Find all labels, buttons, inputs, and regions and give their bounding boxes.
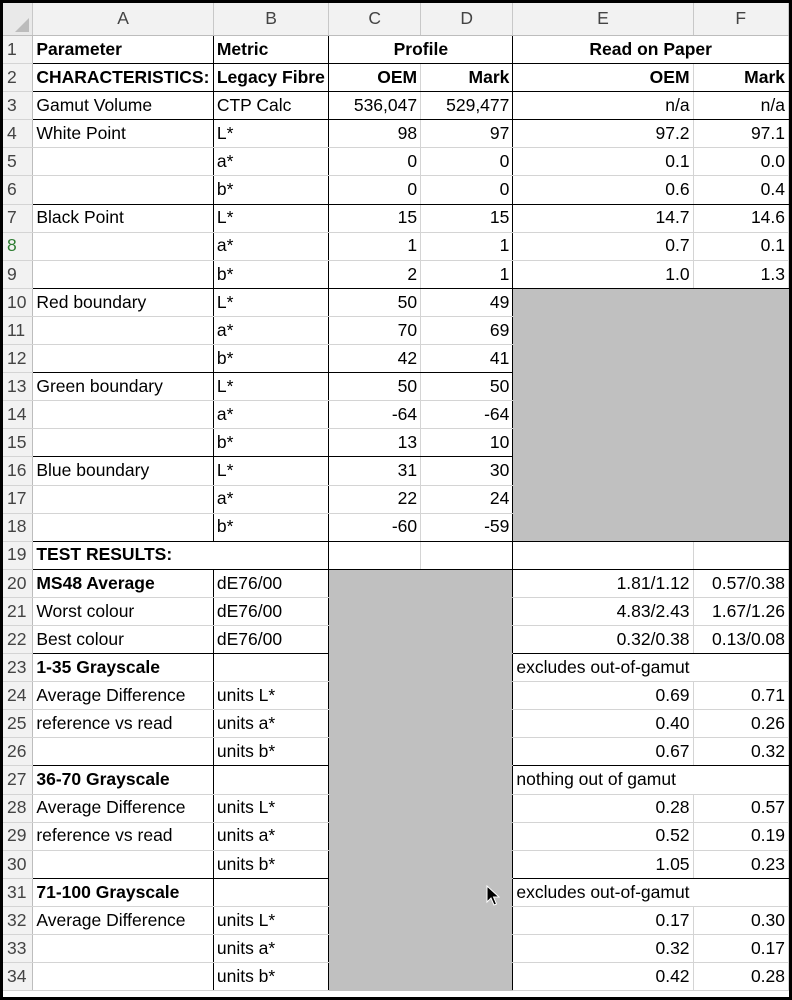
- cell-c14[interactable]: -64: [329, 401, 421, 429]
- sheet-row: [3, 232, 789, 260]
- cell-d34[interactable]: [421, 963, 513, 991]
- row-header[interactable]: 24: [3, 682, 33, 710]
- cell-b34[interactable]: units b*: [213, 963, 328, 991]
- cell-e31[interactable]: excludes out-of-gamut: [513, 878, 693, 906]
- cell-a2[interactable]: CHARACTERISTICS:: [33, 64, 214, 92]
- cell-a16[interactable]: Blue boundary: [33, 457, 214, 485]
- cell-a27[interactable]: 36-70 Grayscale: [33, 766, 214, 794]
- sheet-row: [3, 120, 789, 148]
- cell-e28[interactable]: 0.28: [513, 794, 693, 822]
- cell-e6[interactable]: 0.6: [513, 176, 693, 204]
- cell-d32[interactable]: [421, 906, 513, 934]
- cell-a19[interactable]: TEST RESULTS:: [33, 541, 214, 569]
- cell-c21[interactable]: [329, 597, 421, 625]
- cell-f13[interactable]: [693, 373, 788, 401]
- row-header[interactable]: 4: [3, 120, 33, 148]
- cell-f7[interactable]: 14.6: [693, 204, 788, 232]
- cell-b30[interactable]: units b*: [213, 850, 328, 878]
- cell-c5[interactable]: 0: [329, 148, 421, 176]
- cell-c4[interactable]: 98: [329, 120, 421, 148]
- cell-c25[interactable]: [329, 710, 421, 738]
- cell-c15[interactable]: 13: [329, 429, 421, 457]
- row-header[interactable]: 17: [3, 485, 33, 513]
- cell-e1-read-on-paper[interactable]: Read on Paper: [513, 36, 789, 64]
- cell-a25[interactable]: reference vs read: [33, 710, 214, 738]
- cell-e4[interactable]: 97.2: [513, 120, 693, 148]
- cell-b2[interactable]: Legacy Fibre: [213, 64, 328, 92]
- row-header[interactable]: 16: [3, 457, 33, 485]
- row-header[interactable]: 13: [3, 373, 33, 401]
- cell-c17[interactable]: 22: [329, 485, 421, 513]
- cell-d6[interactable]: 0: [421, 176, 513, 204]
- cell-d29[interactable]: [421, 822, 513, 850]
- sheet-row: [3, 569, 789, 597]
- cell-d24[interactable]: [421, 682, 513, 710]
- cell-f2[interactable]: Mark: [693, 64, 788, 92]
- cell-a1[interactable]: Parameter: [33, 36, 214, 64]
- cell-b29[interactable]: units a*: [213, 822, 328, 850]
- cell-b11[interactable]: a*: [213, 316, 328, 344]
- cell-a28[interactable]: Average Difference: [33, 794, 214, 822]
- cell-e29[interactable]: 0.52: [513, 822, 693, 850]
- cell-f22[interactable]: 0.13/0.08: [693, 625, 788, 653]
- sheet-row: [3, 541, 789, 569]
- cell-c18[interactable]: -60: [329, 513, 421, 541]
- cell-d27[interactable]: [421, 766, 513, 794]
- cell-a12[interactable]: [33, 345, 214, 373]
- column-header-f[interactable]: F: [693, 3, 788, 36]
- sheet-row: [3, 457, 789, 485]
- sheet-row: [3, 513, 789, 541]
- cell-d14[interactable]: -64: [421, 401, 513, 429]
- cell-b13[interactable]: L*: [213, 373, 328, 401]
- cell-f21[interactable]: 1.67/1.26: [693, 597, 788, 625]
- cell-d12[interactable]: 41: [421, 345, 513, 373]
- cell-f15[interactable]: [693, 429, 788, 457]
- sheet-row: [3, 401, 789, 429]
- row-header[interactable]: 1: [3, 36, 33, 64]
- cell-a32[interactable]: Average Difference: [33, 906, 214, 934]
- cell-c32[interactable]: [329, 906, 421, 934]
- cell-d7[interactable]: 15: [421, 204, 513, 232]
- sheet-row: [3, 766, 789, 794]
- row-header[interactable]: 19: [3, 541, 33, 569]
- cell-c8[interactable]: 1: [329, 232, 421, 260]
- cell-d31[interactable]: [421, 878, 513, 906]
- cell-a29[interactable]: reference vs read: [33, 822, 214, 850]
- row-header[interactable]: 22: [3, 625, 33, 653]
- cell-f25[interactable]: 0.26: [693, 710, 788, 738]
- cell-f18[interactable]: [693, 513, 788, 541]
- cell-b28[interactable]: units L*: [213, 794, 328, 822]
- cell-e21[interactable]: 4.83/2.43: [513, 597, 693, 625]
- cell-d22[interactable]: [421, 625, 513, 653]
- cell-e18[interactable]: [513, 513, 693, 541]
- sheet-row: [3, 429, 789, 457]
- cell-d18[interactable]: -59: [421, 513, 513, 541]
- cell-c10[interactable]: 50: [329, 288, 421, 316]
- cell-b15[interactable]: b*: [213, 429, 328, 457]
- cell-a13[interactable]: Green boundary: [33, 373, 214, 401]
- cell-f19[interactable]: [693, 541, 788, 569]
- cell-b23[interactable]: [213, 654, 328, 682]
- cell-a20[interactable]: MS48 Average: [33, 569, 214, 597]
- cell-e34[interactable]: 0.42: [513, 963, 693, 991]
- cell-c24[interactable]: [329, 682, 421, 710]
- cell-b20[interactable]: dE76/00: [213, 569, 328, 597]
- sheet-row: [3, 92, 789, 120]
- cell-e8[interactable]: 0.7: [513, 232, 693, 260]
- cell-b21[interactable]: dE76/00: [213, 597, 328, 625]
- cell-d33[interactable]: [421, 935, 513, 963]
- row-header[interactable]: 6: [3, 176, 33, 204]
- cell-e7[interactable]: 14.7: [513, 204, 693, 232]
- cell-a3[interactable]: Gamut Volume: [33, 92, 214, 120]
- cell-e30[interactable]: 1.05: [513, 850, 693, 878]
- sheet-row: [3, 36, 789, 64]
- spreadsheet-grid[interactable]: [3, 3, 789, 991]
- row-header-selected[interactable]: 8: [3, 232, 33, 260]
- cell-c2[interactable]: OEM: [329, 64, 421, 92]
- cell-e14[interactable]: [513, 401, 693, 429]
- sheet-row: [3, 822, 789, 850]
- cell-d25[interactable]: [421, 710, 513, 738]
- cell-a31[interactable]: 71-100 Grayscale: [33, 878, 214, 906]
- cell-f26[interactable]: 0.32: [693, 738, 788, 766]
- row-header[interactable]: 5: [3, 148, 33, 176]
- sheet-row: [3, 963, 789, 991]
- cell-e26[interactable]: 0.67: [513, 738, 693, 766]
- cell-e9[interactable]: 1.0: [513, 260, 693, 288]
- cell-a34[interactable]: [33, 963, 214, 991]
- cell-b4[interactable]: L*: [213, 120, 328, 148]
- cell-f6[interactable]: 0.4: [693, 176, 788, 204]
- cell-b1[interactable]: Metric: [213, 36, 328, 64]
- row-header[interactable]: 31: [3, 878, 33, 906]
- cell-e13[interactable]: [513, 373, 693, 401]
- cell-c20[interactable]: [329, 569, 421, 597]
- sheet-row: [3, 935, 789, 963]
- cell-d28[interactable]: [421, 794, 513, 822]
- row-header[interactable]: 12: [3, 345, 33, 373]
- cell-d3[interactable]: 529,477: [421, 92, 513, 120]
- cell-f32[interactable]: 0.30: [693, 906, 788, 934]
- cell-a33[interactable]: [33, 935, 214, 963]
- row-header[interactable]: 9: [3, 260, 33, 288]
- cell-c30[interactable]: [329, 850, 421, 878]
- cell-f20[interactable]: 0.57/0.38: [693, 569, 788, 597]
- cell-e32[interactable]: 0.17: [513, 906, 693, 934]
- row-header[interactable]: 23: [3, 654, 33, 682]
- cell-e23[interactable]: excludes out-of-gamut: [513, 654, 693, 682]
- cell-e22[interactable]: 0.32/0.38: [513, 625, 693, 653]
- cell-f3[interactable]: n/a: [693, 92, 788, 120]
- cell-e11[interactable]: [513, 316, 693, 344]
- cell-a15[interactable]: [33, 429, 214, 457]
- cell-a8[interactable]: [33, 232, 214, 260]
- cell-c6[interactable]: 0: [329, 176, 421, 204]
- cell-a22[interactable]: Best colour: [33, 625, 214, 653]
- row-header[interactable]: 21: [3, 597, 33, 625]
- column-header-b[interactable]: B: [213, 3, 328, 36]
- row-header[interactable]: 33: [3, 935, 33, 963]
- cell-c19[interactable]: [329, 541, 421, 569]
- cell-e17[interactable]: [513, 485, 693, 513]
- cell-d26[interactable]: [421, 738, 513, 766]
- column-header-d[interactable]: D: [421, 3, 513, 36]
- cell-b5[interactable]: a*: [213, 148, 328, 176]
- cell-a4[interactable]: White Point: [33, 120, 214, 148]
- row-header[interactable]: 7: [3, 204, 33, 232]
- cell-f34[interactable]: 0.28: [693, 963, 788, 991]
- sheet-row: [3, 654, 789, 682]
- sheet-row: [3, 682, 789, 710]
- cell-d4[interactable]: 97: [421, 120, 513, 148]
- cell-f14[interactable]: [693, 401, 788, 429]
- cell-c7[interactable]: 15: [329, 204, 421, 232]
- column-header-a[interactable]: A: [33, 3, 214, 36]
- cell-e15[interactable]: [513, 429, 693, 457]
- cell-b25[interactable]: units a*: [213, 710, 328, 738]
- cell-c12[interactable]: 42: [329, 345, 421, 373]
- cell-b7[interactable]: L*: [213, 204, 328, 232]
- cell-c13[interactable]: 50: [329, 373, 421, 401]
- cell-f5[interactable]: 0.0: [693, 148, 788, 176]
- row-header[interactable]: 29: [3, 822, 33, 850]
- sheet-row: [3, 710, 789, 738]
- cell-e20[interactable]: 1.81/1.12: [513, 569, 693, 597]
- sheet-row: [3, 148, 789, 176]
- sheet-row: [3, 64, 789, 92]
- row-header[interactable]: 30: [3, 850, 33, 878]
- cell-a18[interactable]: [33, 513, 214, 541]
- cell-f33[interactable]: 0.17: [693, 935, 788, 963]
- cell-a9[interactable]: [33, 260, 214, 288]
- sheet-row: [3, 485, 789, 513]
- cell-b8[interactable]: a*: [213, 232, 328, 260]
- cell-c3[interactable]: 536,047: [329, 92, 421, 120]
- cell-a21[interactable]: Worst colour: [33, 597, 214, 625]
- select-all-triangle-icon: [15, 18, 29, 32]
- cell-f30[interactable]: 0.23: [693, 850, 788, 878]
- cell-c1-profile[interactable]: Profile: [329, 36, 513, 64]
- cell-c16[interactable]: 31: [329, 457, 421, 485]
- cell-b16[interactable]: L*: [213, 457, 328, 485]
- cell-a17[interactable]: [33, 485, 214, 513]
- cell-b10[interactable]: L*: [213, 288, 328, 316]
- cell-b32[interactable]: units L*: [213, 906, 328, 934]
- cell-f12[interactable]: [693, 345, 788, 373]
- cell-e12[interactable]: [513, 345, 693, 373]
- cell-e10[interactable]: [513, 288, 693, 316]
- cell-b9[interactable]: b*: [213, 260, 328, 288]
- cell-a7[interactable]: Black Point: [33, 204, 214, 232]
- cell-f8[interactable]: 0.1: [693, 232, 788, 260]
- sheet-row: [3, 373, 789, 401]
- select-all-corner[interactable]: [3, 3, 33, 36]
- cell-d23[interactable]: [421, 654, 513, 682]
- cell-e3[interactable]: n/a: [513, 92, 693, 120]
- cell-d5[interactable]: 0: [421, 148, 513, 176]
- cell-a14[interactable]: [33, 401, 214, 429]
- cell-b12[interactable]: b*: [213, 345, 328, 373]
- row-header[interactable]: 25: [3, 710, 33, 738]
- cell-f24[interactable]: 0.71: [693, 682, 788, 710]
- cell-b22[interactable]: dE76/00: [213, 625, 328, 653]
- sheet-row: [3, 794, 789, 822]
- cell-b14[interactable]: a*: [213, 401, 328, 429]
- cell-d19[interactable]: [421, 541, 513, 569]
- column-header-e[interactable]: E: [513, 3, 693, 36]
- sheet-row: [3, 204, 789, 232]
- cell-c28[interactable]: [329, 794, 421, 822]
- cell-a6[interactable]: [33, 176, 214, 204]
- sheet-row: [3, 316, 789, 344]
- cell-f31[interactable]: [693, 878, 788, 906]
- column-header-c[interactable]: C: [329, 3, 421, 36]
- cell-a5[interactable]: [33, 148, 214, 176]
- cell-c33[interactable]: [329, 935, 421, 963]
- row-header[interactable]: 10: [3, 288, 33, 316]
- row-header[interactable]: 18: [3, 513, 33, 541]
- cell-a11[interactable]: [33, 316, 214, 344]
- cell-c23[interactable]: [329, 654, 421, 682]
- cell-f29[interactable]: 0.19: [693, 822, 788, 850]
- sheet-row: [3, 288, 789, 316]
- row-header[interactable]: 32: [3, 906, 33, 934]
- cell-a30[interactable]: [33, 850, 214, 878]
- sheet-row: [3, 176, 789, 204]
- cell-d10[interactable]: 49: [421, 288, 513, 316]
- cell-f10[interactable]: [693, 288, 788, 316]
- row-header[interactable]: 27: [3, 766, 33, 794]
- cell-b17[interactable]: a*: [213, 485, 328, 513]
- column-header-row: [3, 3, 789, 36]
- sheet-row: [3, 850, 789, 878]
- cell-b27[interactable]: [213, 766, 328, 794]
- cell-f16[interactable]: [693, 457, 788, 485]
- cell-d2[interactable]: Mark: [421, 64, 513, 92]
- cell-b24[interactable]: units L*: [213, 682, 328, 710]
- row-header[interactable]: 2: [3, 64, 33, 92]
- cell-f11[interactable]: [693, 316, 788, 344]
- cell-b3[interactable]: CTP Calc: [213, 92, 328, 120]
- cell-c29[interactable]: [329, 822, 421, 850]
- row-header[interactable]: 15: [3, 429, 33, 457]
- cell-e19[interactable]: [513, 541, 693, 569]
- cell-f28[interactable]: 0.57: [693, 794, 788, 822]
- cell-c11[interactable]: 70: [329, 316, 421, 344]
- cell-d13[interactable]: 50: [421, 373, 513, 401]
- cell-a10[interactable]: Red boundary: [33, 288, 214, 316]
- cell-e33[interactable]: 0.32: [513, 935, 693, 963]
- cell-e27[interactable]: nothing out of gamut: [513, 766, 693, 794]
- sheet-row: [3, 738, 789, 766]
- cell-c27[interactable]: [329, 766, 421, 794]
- cell-d17[interactable]: 24: [421, 485, 513, 513]
- cell-e16[interactable]: [513, 457, 693, 485]
- cell-f4[interactable]: 97.1: [693, 120, 788, 148]
- cell-d15[interactable]: 10: [421, 429, 513, 457]
- sheet-row: [3, 906, 789, 934]
- row-header[interactable]: 28: [3, 794, 33, 822]
- cell-a23[interactable]: 1-35 Grayscale: [33, 654, 214, 682]
- cell-b26[interactable]: units b*: [213, 738, 328, 766]
- sheet-row: [3, 625, 789, 653]
- sheet-row: [3, 878, 789, 906]
- cell-f27[interactable]: [693, 766, 788, 794]
- cell-d30[interactable]: [421, 850, 513, 878]
- cell-b31[interactable]: [213, 878, 328, 906]
- cell-e25[interactable]: 0.40: [513, 710, 693, 738]
- cell-a26[interactable]: [33, 738, 214, 766]
- cell-f17[interactable]: [693, 485, 788, 513]
- cell-c9[interactable]: 2: [329, 260, 421, 288]
- row-header[interactable]: 26: [3, 738, 33, 766]
- row-header[interactable]: 34: [3, 963, 33, 991]
- cell-b18[interactable]: b*: [213, 513, 328, 541]
- cell-e5[interactable]: 0.1: [513, 148, 693, 176]
- row-header[interactable]: 14: [3, 401, 33, 429]
- cell-b33[interactable]: units a*: [213, 935, 328, 963]
- cell-e2[interactable]: OEM: [513, 64, 693, 92]
- sheet-row: [3, 597, 789, 625]
- cell-d21[interactable]: [421, 597, 513, 625]
- row-header[interactable]: 11: [3, 316, 33, 344]
- row-header[interactable]: 3: [3, 92, 33, 120]
- cell-e24[interactable]: 0.69: [513, 682, 693, 710]
- cell-a24[interactable]: Average Difference: [33, 682, 214, 710]
- cell-c26[interactable]: [329, 738, 421, 766]
- cell-d20[interactable]: [421, 569, 513, 597]
- cell-b6[interactable]: b*: [213, 176, 328, 204]
- cell-c22[interactable]: [329, 625, 421, 653]
- row-header[interactable]: 20: [3, 569, 33, 597]
- cell-d16[interactable]: 30: [421, 457, 513, 485]
- cell-c31[interactable]: [329, 878, 421, 906]
- sheet-row: [3, 260, 789, 288]
- sheet-row: [3, 345, 789, 373]
- cell-f23[interactable]: [693, 654, 788, 682]
- cell-f9[interactable]: 1.3: [693, 260, 788, 288]
- cell-d9[interactable]: 1: [421, 260, 513, 288]
- cell-b19[interactable]: [213, 541, 328, 569]
- cell-d8[interactable]: 1: [421, 232, 513, 260]
- cell-d11[interactable]: 69: [421, 316, 513, 344]
- cell-c34[interactable]: [329, 963, 421, 991]
